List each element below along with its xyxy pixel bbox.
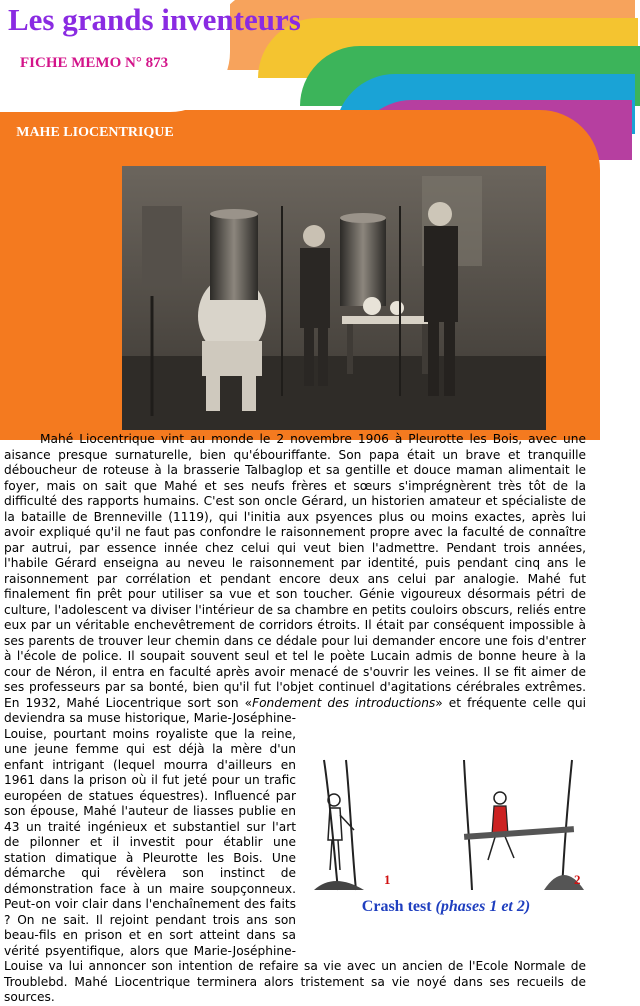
- paragraph-part-2: » et fréquente celle qui deviendra sa muse historique, Marie-Joséphine-Louise, pourtant moins royaliste que la reine, une jeune femme qui est déjà la mère d'un enfant intrigant (lequel mourra d'ailleurs en 1961 dans la prison où il fut jeté pour un trafic européen de statues équestres). Influencé par son épouse, Mahé l'auteur de liasses publie en 43 un traité ingénieux et substantiel sur l'art de pilonner et il investit pour établir une station dimatique à Pleurotte les Bois. Une démarche qui révèlera son instinct de démonstration face à un maire soupçonneux. Peut-on voir clair dans l'enchaînement des faits ? On ne sait. Il rejoint pendant trois ans son beau-fils en prison et en sort atteint dans sa vérité psyentifique, alors que Marie-Joséphine-Louise va lui annoncer son intention de refaire sa vie avec un ancien de l'Ecole Normale de Troublebd. Mahé Liocentrique terminera alors tristement sa vie noyé dans ses recueils de sources.: [4, 695, 586, 1004]
- paragraph-part-1: Mahé Liocentrique vint au monde le 2 novembre 1906 à Pleurotte les Bois, avec une aisance presque surnaturelle, bien qu'ébouriffante. Son papa était un brave et tranquille déboucheur de roteuse à la brasserie Talbaglop et sa gentille et douce maman alimentait le foyer, mais on sait que Mahé et ses neufs frères et sœurs s'imprégnèrent très tôt de la difficulté des rapports humains. C'est son oncle Gérard, un historien amateur et spécialiste de la bataille de Brenneville (1119), qui l'initia aux psyences plus ou moins exactes, après lui avoir expliqué qu'il ne faut pas confondre le raisonnement propre avec la faculté de connaître par autrui, par essence innée chez celui qui veut bien l'admettre. Pendant trois années, l'habile Gérard enseigna au neveu le raisonnement par identité, puis pendant cinq ans le raisonnement par corrélation et pendant encore deux ans celui par analogie. Mahé fut finalement fin prêt pour utiliser sa vue et son toucher. Génie vigoureux désormais pétri de culture, l'adolescent va diviser l'intérieur de sa chambre en petits couloirs obscurs, reliés entre eux par un véritable enchevêtrement de corridors étroits. Il était par conséquent impossible à ses parents de trouver leur chemin dans ce dédale pour lui demander encore une fois d'entrer à l'école de police. Il soupait souvent seul et tel le poète Lucain admis de bonne heure à la cour de Néron, il entra en faculté après avoir menacé de s'ouvrir les veines. Il se fit aimer de ses professeurs par sa bonté, bien qu'il fut l'objet continuel d'agitations cérébrales extrêmes. En 1932, Mahé Liocentrique sort son «: [4, 432, 586, 710]
- book-title: Fondement des introductions: [252, 695, 436, 710]
- crash-test-cartoon: [304, 760, 588, 900]
- inventor-name: MAHE LIOCENTRIQUE: [16, 125, 174, 140]
- biography-text: [4, 432, 586, 1006]
- memo-number: FICHE MEMO N° 873: [20, 55, 169, 71]
- historical-photo: [122, 166, 546, 430]
- caption-phases: (phases 1 et 2): [435, 898, 531, 915]
- phase-1-label: 1: [384, 872, 391, 887]
- caption-main: Crash test: [361, 898, 432, 915]
- cartoon-drawing: [304, 760, 588, 900]
- page-title: Les grands inventeurs: [8, 2, 301, 37]
- phase-2-label: 2: [574, 872, 581, 887]
- photo-illustration: [122, 166, 546, 430]
- cartoon-caption: [304, 898, 588, 916]
- biography-paragraph: [4, 432, 586, 1006]
